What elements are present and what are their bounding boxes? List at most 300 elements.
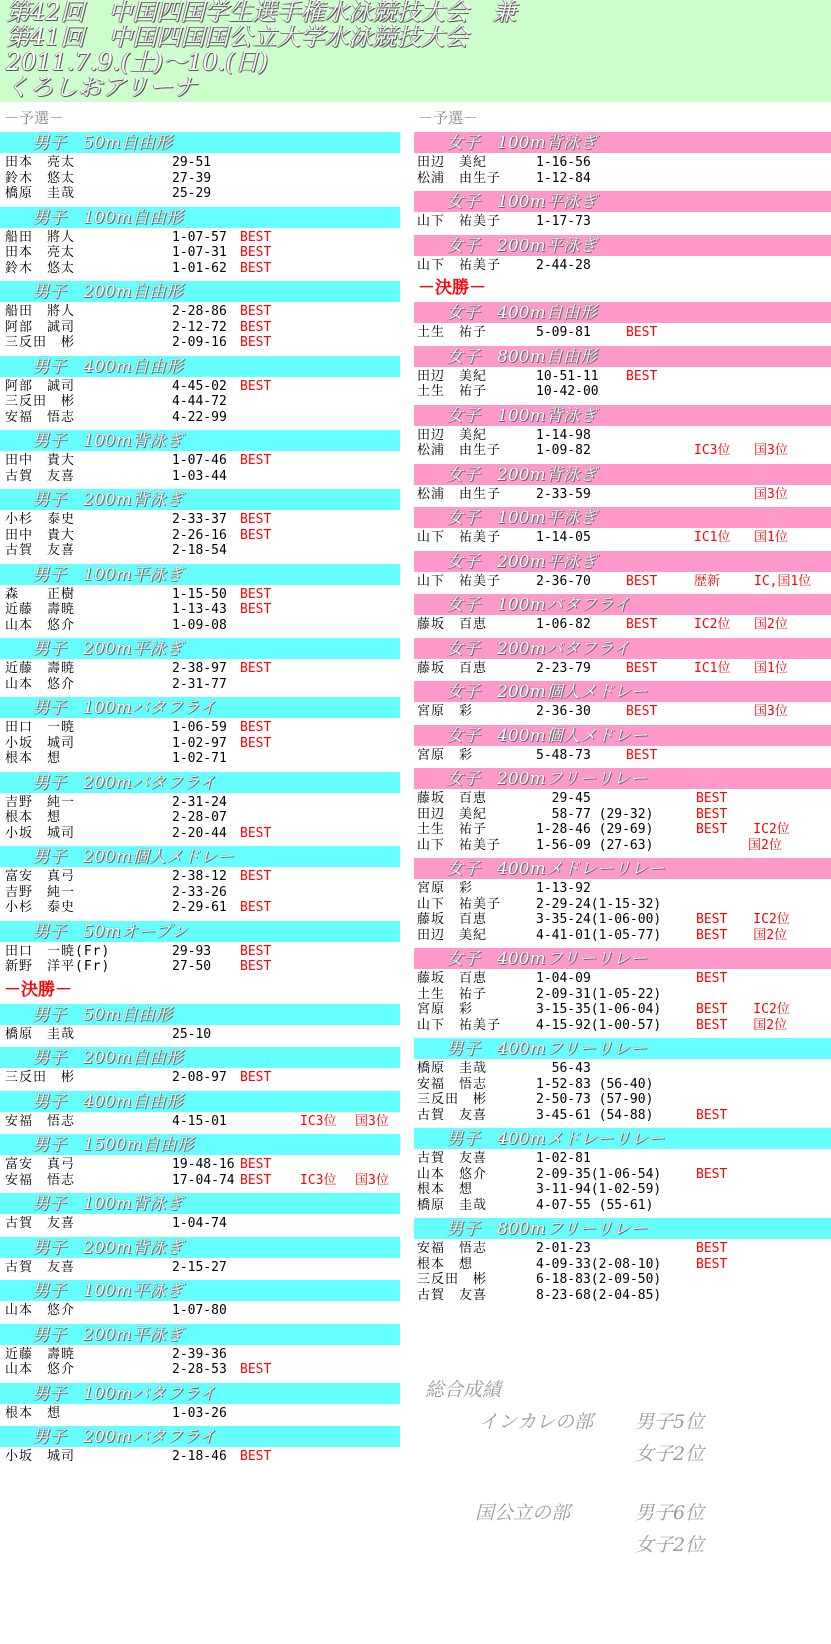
swim-time: 2-09-35(1-06-54) bbox=[536, 1166, 662, 1182]
swimmer-name: 橋原 圭哉 bbox=[417, 1061, 488, 1076]
swimmer-name: 宮原 彩 bbox=[417, 881, 474, 896]
event-header bbox=[0, 1193, 400, 1214]
swimmer-name: 新野 洋平(Fr) bbox=[5, 959, 111, 974]
event-title: 男子 200m平泳ぎ bbox=[32, 639, 183, 659]
result-row bbox=[414, 971, 831, 987]
event-header bbox=[414, 948, 831, 969]
swim-time: 2-29-24(1-15-32) bbox=[536, 896, 662, 912]
best-mark: BEST bbox=[240, 304, 272, 319]
best-mark: BEST bbox=[240, 527, 272, 543]
swimmer-name: 宮原 彩 bbox=[417, 1002, 474, 1017]
event-header bbox=[0, 281, 400, 302]
meet-title-line2: 第41回 中国四国国公立大学水泳競技大会 bbox=[6, 23, 469, 51]
event-header bbox=[0, 430, 400, 451]
event-gap bbox=[0, 425, 400, 428]
event-header bbox=[414, 594, 831, 615]
event-header bbox=[0, 356, 400, 377]
swimmer-name: 古賀 友喜 bbox=[5, 1259, 76, 1275]
event-header bbox=[0, 772, 400, 793]
result-row bbox=[0, 1260, 400, 1276]
swim-time: 1-16-56 bbox=[536, 155, 591, 170]
result-row bbox=[414, 258, 831, 274]
result-row bbox=[414, 912, 831, 928]
result-row bbox=[0, 512, 400, 528]
result-row bbox=[414, 1272, 831, 1288]
ranking-note: 国1位 bbox=[754, 530, 788, 545]
result-row bbox=[0, 1157, 400, 1173]
swim-time: 1-14-05 bbox=[536, 530, 591, 545]
swimmer-name: 三反田 彬 bbox=[417, 1092, 488, 1107]
kokkouritsu-label: 国公立の部 bbox=[475, 1502, 571, 1524]
result-row bbox=[0, 410, 400, 426]
event-gap bbox=[0, 1086, 400, 1089]
event-header bbox=[414, 725, 831, 746]
result-row bbox=[0, 751, 400, 767]
result-row bbox=[414, 1167, 831, 1183]
ranking-note: IC1位 bbox=[694, 530, 731, 545]
swimmer-name: 鈴木 悠太 bbox=[5, 170, 76, 186]
result-row bbox=[414, 1257, 831, 1273]
result-row bbox=[0, 335, 400, 351]
event-header bbox=[0, 207, 400, 228]
result-row bbox=[414, 1241, 831, 1257]
event-title: 女子 100m平泳ぎ bbox=[446, 192, 597, 212]
event-header bbox=[414, 235, 831, 256]
swim-time: 6-18-83(2-09-50) bbox=[536, 1272, 662, 1287]
best-mark: BEST bbox=[240, 869, 272, 884]
result-row bbox=[0, 736, 400, 752]
swim-time: 2-38-97 bbox=[172, 661, 227, 676]
swimmer-name: 古賀 友喜 bbox=[5, 543, 76, 558]
swim-time: 1-28-46 (29-69) bbox=[536, 822, 654, 837]
relay-note: BEST 国2位 bbox=[696, 1017, 788, 1033]
swimmer-name: 吉野 純一 bbox=[5, 884, 76, 900]
ranking-note: 国3位 bbox=[355, 1113, 389, 1129]
swimmer-name: 田本 亮太 bbox=[5, 245, 76, 260]
best-mark: BEST bbox=[240, 378, 272, 394]
swimmer-name: 宮原 彩 bbox=[417, 747, 474, 763]
relay-note: BEST 国2位 bbox=[696, 927, 788, 943]
event-gap bbox=[414, 1213, 831, 1216]
event-header bbox=[414, 346, 831, 367]
swimmer-name: 田辺 美紀 bbox=[417, 927, 488, 943]
best-mark: BEST bbox=[240, 229, 272, 245]
relay-note: BEST bbox=[696, 1241, 728, 1256]
event-title: 男子 200m背泳ぎ bbox=[32, 1237, 183, 1258]
summary-title: 総合成績 bbox=[425, 1379, 502, 1401]
result-row bbox=[0, 1114, 400, 1130]
swimmer-name: 田辺 美紀 bbox=[417, 806, 488, 822]
swim-time: 1-07-31 bbox=[172, 245, 227, 260]
result-row bbox=[414, 704, 831, 720]
event-header bbox=[0, 1324, 400, 1345]
event-title: 男子 50m自由形 bbox=[32, 1004, 172, 1025]
result-row bbox=[0, 1449, 400, 1465]
swimmer-name: 山下 祐美子 bbox=[417, 530, 502, 545]
event-header bbox=[414, 551, 831, 572]
event-gap bbox=[414, 720, 831, 723]
ranking-note: IC1位 bbox=[694, 660, 731, 676]
swim-time: 1-15-50 bbox=[172, 586, 227, 602]
swimmer-name: 山本 悠介 bbox=[417, 1166, 488, 1182]
swimmer-name: 橋原 圭哉 bbox=[5, 186, 76, 201]
event-gap bbox=[414, 341, 831, 344]
swim-time: 2-23-79 bbox=[536, 660, 591, 676]
best-mark: BEST bbox=[240, 943, 272, 959]
swim-time: 25-10 bbox=[172, 1026, 212, 1042]
swim-time: 27-50 bbox=[172, 959, 212, 974]
event-gap bbox=[414, 230, 831, 233]
ranking-note: IC2位 bbox=[694, 617, 731, 632]
best-mark: BEST bbox=[240, 586, 272, 602]
result-row bbox=[414, 214, 831, 230]
swimmer-name: 三反田 彬 bbox=[5, 335, 76, 350]
swim-time: 27-39 bbox=[172, 170, 212, 186]
event-header bbox=[0, 1383, 400, 1404]
swimmer-name: 阿部 誠司 bbox=[5, 378, 76, 394]
swim-time: 2-36-70 bbox=[536, 573, 591, 589]
swimmer-name: 田本 亮太 bbox=[5, 155, 76, 170]
event-header bbox=[0, 1091, 400, 1112]
swimmer-name: 古賀 友喜 bbox=[417, 1151, 488, 1166]
result-row bbox=[0, 1347, 400, 1363]
swimmer-name: 阿部 誠司 bbox=[5, 319, 76, 335]
best-mark: BEST bbox=[240, 825, 272, 841]
result-row bbox=[414, 791, 831, 807]
result-row bbox=[0, 602, 400, 618]
swim-time: 1-03-44 bbox=[172, 468, 227, 484]
best-mark: BEST bbox=[626, 573, 658, 589]
swimmer-name: 安福 悟志 bbox=[417, 1241, 488, 1256]
swim-time: 2-50-73 (57-90) bbox=[536, 1092, 654, 1107]
swimmer-name: 山下 祐美子 bbox=[417, 573, 502, 589]
swim-time: 1-03-26 bbox=[172, 1405, 227, 1421]
ranking-note: IC3位 bbox=[300, 1172, 337, 1188]
swimmer-name: 松浦 由生子 bbox=[417, 443, 502, 458]
result-row bbox=[0, 944, 400, 960]
event-title: 男子 200mバタフライ bbox=[32, 772, 217, 793]
result-row bbox=[0, 186, 400, 202]
swimmer-name: 三反田 彬 bbox=[417, 1272, 488, 1287]
event-title: 女子 100mバタフライ bbox=[446, 595, 631, 615]
event-title: 男子 800mフリーリレー bbox=[446, 1219, 647, 1239]
result-row bbox=[0, 320, 400, 336]
event-header bbox=[0, 1426, 400, 1447]
women-relay-results-column bbox=[414, 106, 831, 1306]
event-gap bbox=[414, 1303, 831, 1306]
final-section-label: －決勝－ bbox=[4, 979, 72, 1000]
event-title: 男子 1500m自由形 bbox=[32, 1135, 194, 1155]
best-mark: BEST bbox=[240, 735, 272, 751]
swim-time: 10-51-11 bbox=[536, 368, 599, 384]
event-title: 女子 400mメドレーリレー bbox=[446, 859, 665, 879]
result-row bbox=[414, 822, 831, 838]
event-gap bbox=[0, 1319, 400, 1322]
result-row bbox=[0, 171, 400, 187]
event-header bbox=[0, 638, 400, 659]
event-title: 男子 100m背泳ぎ bbox=[32, 1194, 183, 1214]
event-gap bbox=[0, 841, 400, 844]
meet-dates: 2011.7.9.(土)～10.(日) bbox=[6, 48, 269, 76]
swim-time: 1-07-46 bbox=[172, 453, 227, 468]
swim-time: 58-77 (29-32) bbox=[536, 806, 654, 822]
swimmer-name: 松浦 由生子 bbox=[417, 170, 502, 186]
swim-time: 3-35-24(1-06-00) bbox=[536, 912, 662, 927]
event-header bbox=[414, 768, 831, 789]
result-row bbox=[414, 155, 831, 171]
result-row bbox=[414, 369, 831, 385]
swimmer-name: 山下 祐美子 bbox=[417, 1017, 502, 1033]
swim-time: 2-33-59 bbox=[536, 486, 591, 502]
best-mark: BEST bbox=[626, 747, 658, 763]
event-header bbox=[0, 846, 400, 867]
result-row bbox=[0, 677, 400, 693]
event-title: 男子 400m自由形 bbox=[32, 356, 183, 377]
swimmer-name: 安福 悟志 bbox=[5, 1113, 76, 1129]
result-row bbox=[414, 325, 831, 341]
meet-venue: くろしおアリーナ bbox=[6, 73, 198, 101]
meet-title-line1: 第42回 中国四国学生選手権水泳競技大会 兼 bbox=[6, 0, 517, 26]
swim-time: 29-45 bbox=[536, 791, 591, 806]
event-title: 男子 100m平泳ぎ bbox=[32, 1281, 183, 1301]
event-title: 女子 800m自由形 bbox=[446, 346, 597, 367]
event-gap bbox=[0, 1421, 400, 1424]
event-gap bbox=[414, 1033, 831, 1036]
best-mark: BEST bbox=[240, 260, 272, 276]
result-row bbox=[414, 1182, 831, 1198]
event-gap bbox=[0, 633, 400, 636]
swim-time: 4-45-02 bbox=[172, 378, 227, 394]
ranking-note: 国1位 bbox=[754, 660, 788, 676]
result-row bbox=[414, 1198, 831, 1214]
best-mark: BEST bbox=[240, 512, 272, 527]
event-gap bbox=[0, 916, 400, 919]
swimmer-name: 橋原 圭哉 bbox=[417, 1197, 488, 1213]
swim-time: 1-02-81 bbox=[536, 1151, 591, 1166]
result-row bbox=[414, 574, 831, 590]
best-mark: BEST bbox=[240, 335, 272, 350]
best-mark: BEST bbox=[240, 1157, 272, 1172]
event-title: 男子 100m背泳ぎ bbox=[32, 431, 183, 451]
page-header bbox=[0, 0, 831, 102]
result-row bbox=[414, 1077, 831, 1093]
event-gap bbox=[414, 589, 831, 592]
swimmer-name: 古賀 友喜 bbox=[5, 1216, 76, 1231]
swim-time: 4-15-92(1-00-57) bbox=[536, 1017, 662, 1033]
relay-note: BEST IC2位 bbox=[696, 822, 790, 837]
kokkouritsu-men: 男子6位 bbox=[635, 1502, 705, 1524]
swim-time: 2-39-36 bbox=[172, 1346, 227, 1362]
event-title: 男子 100m自由形 bbox=[32, 207, 183, 228]
swim-time: 4-41-01(1-05-77) bbox=[536, 927, 662, 943]
swim-time: 1-09-08 bbox=[172, 617, 227, 633]
event-header bbox=[414, 1038, 831, 1059]
event-gap bbox=[0, 1275, 400, 1278]
result-row bbox=[0, 469, 400, 485]
event-gap bbox=[0, 202, 400, 205]
swimmer-name: 土生 祐子 bbox=[417, 325, 488, 340]
swim-time: 1-52-83 (56-40) bbox=[536, 1076, 654, 1092]
swim-time: 3-15-35(1-06-04) bbox=[536, 1002, 662, 1017]
event-title: 女子 400m個人メドレー bbox=[446, 725, 648, 746]
result-row bbox=[414, 1288, 831, 1304]
result-row bbox=[414, 897, 831, 913]
event-title: 男子 200m自由形 bbox=[32, 1048, 183, 1068]
swimmer-name: 古賀 友喜 bbox=[417, 1107, 488, 1123]
event-title: 女子 200mバタフライ bbox=[446, 638, 631, 659]
swimmer-name: 小坂 城司 bbox=[5, 735, 76, 751]
swim-time: 29-93 bbox=[172, 943, 212, 959]
swimmer-name: 根本 想 bbox=[5, 810, 62, 825]
event-header bbox=[0, 564, 400, 585]
event-header bbox=[0, 489, 400, 510]
swimmer-name: 古賀 友喜 bbox=[417, 1287, 488, 1303]
event-header bbox=[0, 1280, 400, 1301]
best-mark: BEST bbox=[240, 959, 272, 974]
swimmer-name: 藤坂 百恵 bbox=[417, 971, 488, 986]
ranking-note: IC3位 bbox=[300, 1113, 337, 1129]
best-mark: BEST bbox=[240, 661, 272, 676]
swim-time: 4-09-33(2-08-10) bbox=[536, 1256, 662, 1272]
swimmer-name: 鈴木 悠太 bbox=[5, 260, 76, 276]
result-row bbox=[0, 1027, 400, 1043]
event-gap bbox=[0, 1188, 400, 1191]
relay-note: BEST bbox=[696, 1107, 728, 1123]
event-gap bbox=[414, 853, 831, 856]
result-row bbox=[414, 1018, 831, 1034]
swim-time: 1-13-92 bbox=[536, 881, 591, 896]
swim-time: 1-06-59 bbox=[172, 720, 227, 735]
result-row bbox=[0, 245, 400, 261]
event-header bbox=[0, 1004, 400, 1025]
swim-time: 2-31-77 bbox=[172, 676, 227, 692]
event-gap bbox=[414, 502, 831, 505]
kokkouritsu-women: 女子2位 bbox=[635, 1534, 705, 1556]
swim-time: 1-07-57 bbox=[172, 229, 227, 245]
swimmer-name: 山下 祐美子 bbox=[417, 214, 502, 229]
swim-time: 2-12-72 bbox=[172, 319, 227, 335]
swimmer-name: 土生 祐子 bbox=[417, 986, 488, 1002]
swim-time: 4-15-01 bbox=[172, 1113, 227, 1129]
result-row bbox=[0, 1216, 400, 1232]
best-mark: BEST bbox=[626, 660, 658, 676]
relay-note: BEST IC2位 bbox=[696, 1002, 790, 1017]
swimmer-name: 根本 想 bbox=[5, 1405, 62, 1421]
result-row bbox=[414, 1092, 831, 1108]
result-row bbox=[0, 869, 400, 885]
swimmer-name: 三反田 彬 bbox=[5, 1070, 76, 1085]
swimmer-name: 土生 祐子 bbox=[417, 822, 488, 837]
swimmer-name: 田辺 美紀 bbox=[417, 368, 488, 384]
event-title: 女子 200mフリーリレー bbox=[446, 769, 647, 789]
swimmer-name: 宮原 彩 bbox=[417, 704, 474, 719]
swim-time: 2-28-07 bbox=[172, 810, 227, 825]
event-header bbox=[0, 1237, 400, 1258]
result-row bbox=[0, 826, 400, 842]
swim-time: 1-02-97 bbox=[172, 735, 227, 751]
event-header bbox=[414, 638, 831, 659]
swimmer-name: 山下 祐美子 bbox=[417, 837, 502, 853]
result-row bbox=[0, 261, 400, 277]
result-row bbox=[0, 661, 400, 677]
event-title: 女子 200m個人メドレー bbox=[446, 682, 648, 702]
event-header bbox=[414, 507, 831, 528]
swim-time: 5-09-81 bbox=[536, 325, 591, 340]
event-title: 女子 200m背泳ぎ bbox=[446, 464, 597, 485]
swim-time: 2-33-26 bbox=[172, 884, 227, 900]
swim-time: 25-29 bbox=[172, 186, 212, 201]
swim-time: 56-43 bbox=[536, 1061, 591, 1076]
swimmer-name: 吉野 純一 bbox=[5, 794, 76, 810]
swim-time: 1-02-71 bbox=[172, 751, 227, 766]
swim-time: 2-38-12 bbox=[172, 869, 227, 884]
event-header bbox=[414, 1218, 831, 1239]
relay-note: BEST bbox=[696, 1166, 728, 1182]
swimmer-name: 根本 想 bbox=[417, 1256, 474, 1272]
event-header bbox=[0, 132, 400, 153]
result-row bbox=[414, 838, 831, 854]
swimmer-name: 田中 貴大 bbox=[5, 453, 76, 468]
relay-note: 国2位 bbox=[696, 837, 782, 853]
event-title: 男子 50mオープン bbox=[32, 921, 188, 942]
swimmer-name: 船田 將人 bbox=[5, 304, 76, 319]
event-gap bbox=[414, 633, 831, 636]
result-row bbox=[0, 379, 400, 395]
event-header bbox=[414, 858, 831, 879]
swim-time: 2-08-97 bbox=[172, 1070, 227, 1085]
swim-time: 4-22-99 bbox=[172, 409, 227, 425]
swimmer-name: 安福 悟志 bbox=[5, 409, 76, 425]
relay-note: BEST bbox=[696, 806, 728, 822]
relay-note: BEST IC2位 bbox=[696, 912, 790, 927]
best-mark: BEST bbox=[240, 1070, 272, 1085]
swimmer-name: 小杉 泰史 bbox=[5, 900, 76, 915]
swimmer-name: 山下 祐美子 bbox=[417, 257, 502, 273]
ranking-note: IC3位 bbox=[694, 443, 731, 458]
event-title: 男子 200m自由形 bbox=[32, 282, 183, 302]
event-gap bbox=[0, 1129, 400, 1132]
swim-time: 1-56-09 (27-63) bbox=[536, 837, 654, 853]
event-header bbox=[414, 1128, 831, 1149]
inkare-men: 男子5位 bbox=[635, 1411, 705, 1433]
event-header bbox=[414, 302, 831, 323]
swimmer-name: 小杉 泰史 bbox=[5, 512, 76, 527]
event-gap bbox=[0, 1232, 400, 1235]
swim-time: 5-48-73 bbox=[536, 747, 591, 763]
swim-time: 2-28-53 bbox=[172, 1362, 227, 1377]
swim-time: 1-07-80 bbox=[172, 1303, 227, 1318]
swim-time: 2-20-44 bbox=[172, 825, 227, 841]
swim-time: 4-44-72 bbox=[172, 394, 227, 409]
event-header bbox=[414, 681, 831, 702]
swimmer-name: 近藤 壽暁 bbox=[5, 602, 76, 617]
result-row bbox=[0, 1173, 400, 1189]
event-gap bbox=[0, 1465, 400, 1468]
result-row bbox=[414, 748, 831, 764]
result-row bbox=[0, 900, 400, 916]
result-row bbox=[0, 1303, 400, 1319]
event-header bbox=[414, 405, 831, 426]
inkare-label: インカレの部 bbox=[479, 1411, 594, 1433]
ranking-note: 歴新 bbox=[694, 573, 721, 589]
swim-time: 8-23-68(2-04-85) bbox=[536, 1287, 662, 1303]
event-header bbox=[0, 697, 400, 718]
result-row bbox=[414, 171, 831, 187]
event-title: 男子 100mバタフライ bbox=[32, 698, 217, 718]
best-mark: BEST bbox=[240, 245, 272, 260]
swimmer-name: 藤坂 百恵 bbox=[417, 660, 488, 676]
prelim-section-label: －予選－ bbox=[418, 109, 479, 127]
